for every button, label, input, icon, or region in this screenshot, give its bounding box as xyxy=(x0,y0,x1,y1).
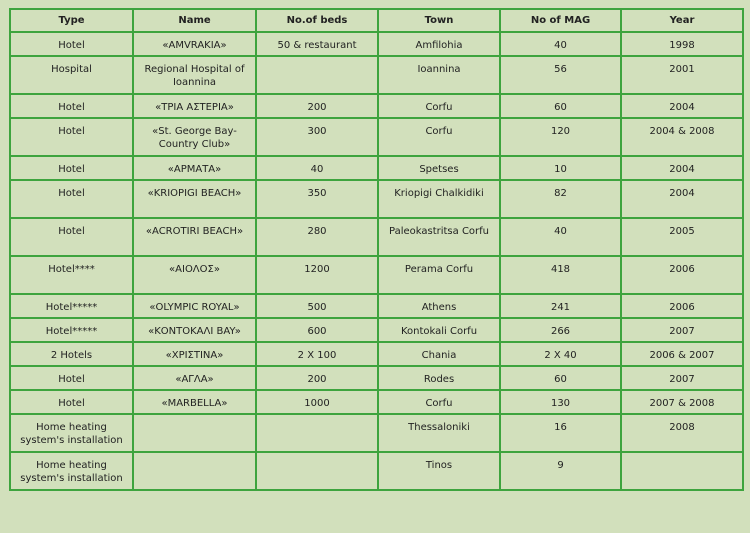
cell-beds: 50 & restaurant xyxy=(256,32,378,56)
cell-year: 2006 xyxy=(621,294,743,318)
cell-type: Hotel xyxy=(10,218,133,256)
table-row xyxy=(10,56,743,94)
cell-beds: 1200 xyxy=(256,256,378,294)
cell-type: Hotel xyxy=(10,180,133,218)
cell-beds: 200 xyxy=(256,94,378,118)
cell-name: «ΚΟΝΤΟΚΑΛΙ BAY» xyxy=(133,318,256,342)
cell-town: Corfu xyxy=(378,94,500,118)
installations-table xyxy=(9,8,744,491)
header-row xyxy=(10,9,743,32)
table-row xyxy=(10,390,743,414)
cell-beds: 200 xyxy=(256,366,378,390)
cell-type: Hotel xyxy=(10,366,133,390)
cell-beds: 280 xyxy=(256,218,378,256)
cell-year: 2006 xyxy=(621,256,743,294)
cell-mag: 82 xyxy=(500,180,621,218)
cell-mag: 60 xyxy=(500,366,621,390)
cell-year: 2004 xyxy=(621,156,743,180)
cell-year: 2004 xyxy=(621,180,743,218)
cell-mag: 60 xyxy=(500,94,621,118)
cell-beds xyxy=(256,414,378,452)
cell-town: Corfu xyxy=(378,390,500,414)
cell-beds: 300 xyxy=(256,118,378,156)
cell-year: 1998 xyxy=(621,32,743,56)
cell-year: 2004 & 2008 xyxy=(621,118,743,156)
cell-year: 2005 xyxy=(621,218,743,256)
cell-type: Hotel xyxy=(10,94,133,118)
cell-name: «KRIOPIGI BEACH» xyxy=(133,180,256,218)
cell-town: Tinos xyxy=(378,452,500,490)
cell-town: Amfilohia xyxy=(378,32,500,56)
cell-type: 2 Hotels xyxy=(10,342,133,366)
cell-town: Perama Corfu xyxy=(378,256,500,294)
cell-mag: 418 xyxy=(500,256,621,294)
cell-name: «OLYMPIC ROYAL» xyxy=(133,294,256,318)
table-body xyxy=(10,32,743,490)
cell-name: «ΧΡΙΣΤΙΝΑ» xyxy=(133,342,256,366)
table-row xyxy=(10,414,743,452)
cell-type: Hotel***** xyxy=(10,318,133,342)
cell-name: «ΤΡΙΑ ΑΣΤΕΡΙΑ» xyxy=(133,94,256,118)
table-row xyxy=(10,366,743,390)
table-row xyxy=(10,118,743,156)
header-beds: No.of beds xyxy=(256,9,378,32)
table-row xyxy=(10,452,743,490)
cell-type: Hotel xyxy=(10,390,133,414)
cell-beds: 1000 xyxy=(256,390,378,414)
cell-name: «AMVRAKIA» xyxy=(133,32,256,56)
cell-mag: 40 xyxy=(500,32,621,56)
cell-year: 2004 xyxy=(621,94,743,118)
cell-year xyxy=(621,452,743,490)
cell-name: «ΑΙΟΛΟΣ» xyxy=(133,256,256,294)
cell-mag: 10 xyxy=(500,156,621,180)
cell-beds: 600 xyxy=(256,318,378,342)
cell-name: Regional Hospital of Ioannina xyxy=(133,56,256,94)
cell-town: Paleokastritsa Corfu xyxy=(378,218,500,256)
installations-table-container xyxy=(9,8,742,491)
cell-town: Kontokali Corfu xyxy=(378,318,500,342)
cell-beds: 500 xyxy=(256,294,378,318)
cell-name: «ΑΡΜΑΤΑ» xyxy=(133,156,256,180)
cell-name: «ΑΓΛΑ» xyxy=(133,366,256,390)
cell-town: Ioannina xyxy=(378,56,500,94)
cell-mag: 56 xyxy=(500,56,621,94)
cell-beds xyxy=(256,56,378,94)
cell-type: Hotel xyxy=(10,118,133,156)
table-row xyxy=(10,256,743,294)
header-year: Year xyxy=(621,9,743,32)
cell-mag: 40 xyxy=(500,218,621,256)
cell-name xyxy=(133,414,256,452)
cell-type: Home heating system's installation xyxy=(10,452,133,490)
header-name: Name xyxy=(133,9,256,32)
cell-type: Hospital xyxy=(10,56,133,94)
table-row xyxy=(10,180,743,218)
cell-type: Hotel***** xyxy=(10,294,133,318)
table-row xyxy=(10,94,743,118)
cell-beds: 2 X 100 xyxy=(256,342,378,366)
cell-year: 2001 xyxy=(621,56,743,94)
table-row xyxy=(10,294,743,318)
cell-mag: 241 xyxy=(500,294,621,318)
cell-town: Athens xyxy=(378,294,500,318)
table-row xyxy=(10,218,743,256)
cell-town: Spetses xyxy=(378,156,500,180)
table-row xyxy=(10,342,743,366)
table-row xyxy=(10,156,743,180)
header-mag: No of MAG xyxy=(500,9,621,32)
cell-town: Rodes xyxy=(378,366,500,390)
cell-beds xyxy=(256,452,378,490)
cell-beds: 40 xyxy=(256,156,378,180)
cell-town: Corfu xyxy=(378,118,500,156)
cell-mag: 266 xyxy=(500,318,621,342)
cell-town: Kriopigi Chalkidiki xyxy=(378,180,500,218)
cell-name: «St. George Bay-Country Club» xyxy=(133,118,256,156)
cell-type: Hotel**** xyxy=(10,256,133,294)
cell-name: «ACROTIRI BEACH» xyxy=(133,218,256,256)
cell-type: Hotel xyxy=(10,32,133,56)
cell-year: 2007 xyxy=(621,366,743,390)
header-type: Type xyxy=(10,9,133,32)
cell-beds: 350 xyxy=(256,180,378,218)
cell-year: 2007 xyxy=(621,318,743,342)
header-town: Town xyxy=(378,9,500,32)
cell-town: Thessaloniki xyxy=(378,414,500,452)
cell-mag: 16 xyxy=(500,414,621,452)
cell-mag: 9 xyxy=(500,452,621,490)
table-row xyxy=(10,318,743,342)
cell-mag: 120 xyxy=(500,118,621,156)
cell-year: 2008 xyxy=(621,414,743,452)
cell-name xyxy=(133,452,256,490)
cell-type: Home heating system's installation xyxy=(10,414,133,452)
cell-year: 2006 & 2007 xyxy=(621,342,743,366)
cell-mag: 130 xyxy=(500,390,621,414)
cell-type: Hotel xyxy=(10,156,133,180)
cell-name: «MARBELLA» xyxy=(133,390,256,414)
cell-year: 2007 & 2008 xyxy=(621,390,743,414)
cell-mag: 2 X 40 xyxy=(500,342,621,366)
table-row xyxy=(10,32,743,56)
cell-town: Chania xyxy=(378,342,500,366)
